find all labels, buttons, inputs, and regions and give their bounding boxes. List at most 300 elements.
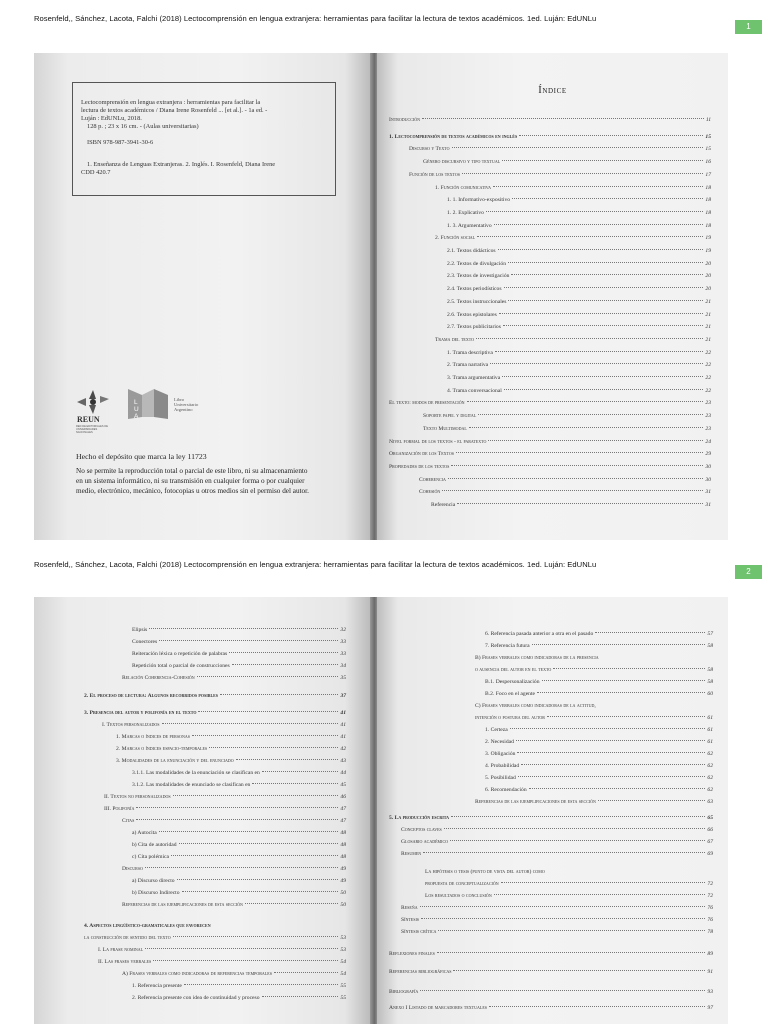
toc-entry-label: II. Las frases verbales [98,959,152,965]
toc-entry-a-frases-verbales-como-indicadoras-de-re [122,971,346,977]
toc-entry-page: 47 [340,818,346,824]
toc-entry-referencias-de-las-ejemplificaciones-de- [475,799,713,805]
toc-entry-label: 5. Posibilidad [485,775,516,781]
toc-entry-label: II. Textos no personalizados [104,794,171,800]
toc-entry-page: 89 [707,951,713,957]
toc-entry-label: B.1. Despersonalización [485,679,540,685]
toc-entry-page: 35 [340,675,346,681]
toc-entry-page: 45 [340,782,346,788]
toc-entry-page: 72 [707,881,713,887]
toc-leader-dots [521,764,705,765]
toc-leader-dots [529,788,706,789]
toc-leader-dots [450,840,705,841]
cip-line: Lectocomprensión en lengua extranjera : herramientas para facilitar la [81,99,261,106]
toc-entry-page: 62 [707,775,713,781]
toc-entry-page: 91 [707,969,713,975]
cip-line: lectura de textos académicos / Diana Irene Rosenfeld ... [et al.]. - 1a ed. - [81,107,268,114]
toc-entry-label: Reflexiones finales [389,951,435,957]
toc-entry-page: 16 [705,159,711,166]
toc-entry-page: 76 [707,917,713,923]
toc-entry-page: 93 [707,989,713,995]
toc-entry-page: 49 [340,866,346,872]
toc-entry-page: 54 [340,959,346,965]
toc-entry-conceptos-claves [401,827,713,833]
toc-entry-label: 1. Certeza [485,727,508,733]
toc-entry-b-1-despersonalizacion [485,679,713,685]
toc-leader-dots [420,990,705,991]
toc-entry-page: 61 [707,715,713,721]
toc-entry-label: 1. Referencia presente [132,983,182,989]
toc-entry-label: Bibliografía [389,989,419,995]
toc-entry-page: 57 [707,631,713,637]
toc-entry-label: Nivel formal de los textos - el paratexto [389,438,487,445]
toc-entry-label: C) Frases verbales como indicadoras de la actitud, [475,703,596,709]
reun-logo-text: REUN [77,415,100,424]
toc-entry-b-discurso-indirecto [132,890,346,896]
toc-entry-label: Función de los textos [409,171,461,178]
toc-entry-1-funcion-comunicativa [435,185,711,191]
toc-entry-label: a) Autocita [132,830,157,836]
toc-entry-cohesion [419,489,711,495]
page-header-1: Rosenfeld,, Sánchez, Lacota, Falchi (2018) Lectocomprensión en lengua extranjera: herramientas para facilitar la lectura de textos académicos. 1ed. Luján: EdUNLu [34,14,597,23]
toc-entry-label: Relación Coherencia-Cohesión [122,675,195,681]
toc-leader-dots [236,759,339,760]
toc-entry-label: 2.6. Textos epistolares [447,311,497,318]
cip-line: 128 p. ; 23 x 16 cm. - (Aulas universitarias) [87,123,199,130]
toc-entry-label: a) Discurso directo [132,878,175,884]
toc-entry-c-frases-verbales-como-indicadoras-de-la [475,703,713,709]
toc-entry-la-construccion-de-sentido-del-texto [84,935,346,941]
toc-entry-elipsis [132,627,346,633]
legal-notice-line: medio, electrónico, mecánico, fotocopias u otros medios sin el permiso del autor. [76,487,309,495]
toc-entry-sintesis [401,917,713,923]
cip-isbn: ISBN 978-987-3941-30-6 [87,139,154,146]
toc-entry-page: 67 [707,839,713,845]
toc-entry-3-1-1-las-modalidades-de-la-enunciacion- [132,770,346,776]
toc-entry-label: Síntesis [401,917,419,923]
toc-leader-dots [547,716,705,717]
toc-leader-dots [511,274,703,275]
toc-entry-label: 6. Referencia pasada anterior a otra en el pasado [485,631,594,637]
toc-leader-dots [532,644,706,645]
toc-entry-trama-del-texto [435,337,711,343]
toc-entry-label: 2.7. Textos publicitarios [447,324,501,331]
page-number-badge-2: 2 [735,565,762,579]
toc-entry-nivel-formal-de-los-textos-el-paratexto [389,439,711,445]
toc-leader-dots [262,771,339,772]
toc-entry-label: Referencias bibliográficas [389,969,452,975]
toc-entry-label: Los resultados o conclusión [425,893,492,899]
toc-entry-page: 62 [707,763,713,769]
toc-entry-label: 1. Trama descriptiva [447,349,493,356]
toc-entry-page: 18 [705,209,711,216]
toc-entry-propiedades-de-los-textos [389,464,711,470]
toc-entry-5-la-produccion-escrita [389,815,713,821]
toc-entry-introduccion [389,117,711,123]
lua-logo-line: Libro [174,397,185,402]
toc-leader-dots [162,723,339,724]
toc-leader-dots [519,135,703,136]
toc-entry-6-referencia-pasada-anterior-a-otra-en-e [485,631,713,637]
toc-entry-4-probabilidad [485,763,713,769]
toc-entry-label: 2.1. Textos didácticos [447,248,496,254]
toc-entry-repeticion-total-o-parcial-de-construcci [132,663,346,669]
toc-leader-dots [508,300,703,301]
toc-leader-dots [510,728,706,729]
toc-entry-label: 1. Función comunicativa [435,184,492,191]
toc-entry-2-funcion-social [435,235,711,241]
toc-leader-dots [451,816,705,817]
toc-entry-page: 78 [707,929,713,935]
toc-leader-dots [494,894,706,895]
toc-entry-label: Referencias de las ejemplificaciones de esta sección [475,799,596,805]
toc-leader-dots [456,452,703,453]
toc-entry-page: 58 [707,679,713,685]
toc-entry-page: 58 [707,667,713,673]
reun-logo-icon [76,389,110,415]
toc-entry-reflexiones-finales [389,951,713,957]
toc-entry-1-lectocomprension-de-textos-academicos- [389,134,711,140]
toc-entry-page: 21 [705,298,711,305]
toc-entry-label: Elipsis [132,627,148,633]
toc-entry-b-cita-de-autoridad [132,842,346,848]
toc-entry-bibliografia [389,989,713,995]
toc-leader-dots [182,891,339,892]
toc-leader-dots [498,249,704,250]
toc-entry-page: 34 [340,663,346,669]
toc-entry-2-necesidad [485,739,713,745]
toc-leader-dots [542,680,706,681]
toc-entry-page: 18 [705,222,711,229]
scan-right-page-1 [377,53,728,540]
toc-entry-2-5-textos-instruccionales [447,299,711,305]
toc-entry-page: 49 [340,878,346,884]
toc-entry-2-6-textos-epistolares [447,312,711,318]
cip-line: 1. Enseñanza de Lenguas Extranjeras. 2. Inglés. I. Rosenfeld, Diana Irene [87,161,276,168]
toc-entry-label: b) Cita de autoridad [132,842,177,848]
toc-entry-1-marcas-o-indices-de-personas [116,734,346,740]
toc-leader-dots [145,867,338,868]
toc-leader-dots [159,831,339,832]
toc-leader-dots [232,664,339,665]
toc-entry-page: 23 [705,413,711,420]
toc-entry-page: 31 [705,502,711,508]
toc-leader-dots [252,783,338,784]
toc-entry-label: Referencia [431,502,456,508]
toc-entry-page: 97 [707,1005,713,1011]
toc-entry-referencia [431,502,711,508]
toc-entry-3-modalidades-de-la-enunciacion-y-del-en [116,758,346,764]
toc-entry-label: 2.2. Textos de divulgación [447,260,507,267]
toc-entry-label: b) Discurso Indirecto [132,890,180,896]
toc-entry-sintesis-critica [401,929,713,935]
toc-entry-label: 2. Función social [435,235,476,242]
toc-entry-3-1-2-las-modalidades-de-enunciado-se-cl [132,782,346,788]
toc-leader-dots [457,503,703,504]
toc-entry-label: 1. 3. Argumentativo [447,222,492,229]
toc-entry-page: 47 [340,806,346,812]
toc-entry-label: Anexo I Listado de marcadores textuales [389,1005,487,1011]
legal-notice-line: No se permite la reproducción total o parcial de este libro, ni su almacenamiento [76,467,308,475]
toc-entry-label: A) Frases verbales como indicadoras de referencias temporales [122,971,272,977]
toc-leader-dots [489,1006,705,1007]
toc-leader-dots [486,211,703,212]
toc-entry-page: 18 [705,197,711,204]
toc-entry-label: Texto Multimodal [423,425,467,432]
toc-entry-ii-las-frases-verbales [98,959,346,965]
toc-entry-label: 2.3. Textos de investigación [447,273,510,280]
toc-entry-label: 4. Aspectos lingüístico-gramaticales que favorecen [84,923,211,929]
toc-entry-label: 2. Trama narrativa [447,362,489,369]
toc-entry-label: 2. Marcas o índices espacio-temporales [116,746,208,752]
toc-entry-label: 2.5. Textos instruccionales [447,298,507,305]
toc-leader-dots [245,903,338,904]
toc-entry-label: Síntesis crítica [401,929,437,935]
toc-entry-label: Propiedades de los textos [389,463,450,470]
toc-entry-page: 24 [705,438,711,445]
toc-entry-b-2-foco-en-el-agente [485,691,713,697]
toc-entry-i-textos-personalizados [102,722,346,728]
toc-entry-page: 55 [340,983,346,989]
toc-entry-label: intención o postura del autor [475,715,545,721]
toc-leader-dots [504,389,704,390]
toc-entry-1-3-argumentativo [447,223,711,229]
toc-entry-anexo-i-listado-de-marcadores-textuales [389,1005,713,1011]
toc-entry-1-2-explicativo [447,210,711,216]
cip-record-box [72,82,336,196]
toc-entry-texto-multimodal [423,426,711,432]
toc-leader-dots [494,224,704,225]
toc-leader-dots [448,478,704,479]
toc-entry-page: 48 [340,854,346,860]
scan-left-page-2 [34,597,372,1024]
toc-entry-page: 17 [705,171,711,178]
toc-leader-dots [262,996,339,997]
toc-entry-label: Reiteración léxica o repetición de palabras [132,651,228,657]
toc-entry-label: Cohesión [419,489,441,496]
toc-entry-page: 41 [340,722,346,728]
toc-entry-page: 46 [340,794,346,800]
toc-entry-discurso-y-texto [409,146,711,152]
toc-entry-label: propuesta de conceptualización [425,881,499,887]
toc-entry-o-ausencia-del-autor-en-el-texto [475,667,713,673]
toc-leader-dots [453,970,705,971]
toc-entry-label: 3. Trama argumentativa [447,375,501,381]
toc-entry-label: 2.4. Textos periodísticos [447,286,502,293]
toc-entry-label: III. Polifonía [104,806,135,812]
toc-entry-i-la-frase-nominal [98,947,346,953]
toc-entry-page: 42 [340,746,346,752]
toc-leader-dots [476,338,703,339]
toc-leader-dots [420,906,706,907]
toc-entry-a-discurso-directo [132,878,346,884]
toc-entry-label: Coherencia [419,476,446,483]
toc-leader-dots [518,776,706,777]
toc-entry-referencias-de-las-ejemplificaciones-de- [122,902,346,908]
toc-leader-dots [274,972,338,973]
toc-leader-dots [595,632,705,633]
toc-entry-page: 33 [340,639,346,645]
toc-entry-genero-discursivo-y-tipo-textual [423,159,711,165]
toc-entry-page: 23 [705,425,711,432]
toc-entry-label: 1. Marcas o índices de personas [116,734,190,740]
toc-entry-conectores [132,639,346,645]
toc-leader-dots [469,427,704,428]
reun-logo-subtext: RED DE EDITORIALES DE UNIVERSIDADES NACIONALES [76,425,108,434]
toc-entry-page: 50 [340,902,346,908]
toc-entry-2-3-textos-de-investigacion [447,273,711,279]
toc-leader-dots [478,414,703,415]
toc-entry-page: 61 [707,727,713,733]
toc-entry-1-1-informativo-expositivo [447,197,711,203]
toc-entry-page: 62 [707,787,713,793]
toc-entry-page: 69 [707,851,713,857]
toc-entry-label: c) Cita polémica [132,854,169,860]
toc-entry-page: 41 [340,710,346,716]
toc-entry-page: 72 [707,893,713,899]
toc-entry-label: 3. Modalidades de la enunciación y del enunciado [116,758,234,764]
toc-entry-reiteracion-lexica-o-repeticion-de-palab [132,651,346,657]
toc-entry-page: 65 [707,815,713,821]
scanned-spread-1 [34,53,728,540]
index-title: Índice [538,85,567,96]
toc-entry-page: 60 [707,691,713,697]
toc-entry-page: 22 [705,375,711,381]
toc-leader-dots [488,440,703,441]
toc-leader-dots [136,819,338,820]
toc-entry-resena [401,905,713,911]
toc-leader-dots [229,652,338,653]
toc-entry-label: o ausencia del autor en el texto [475,667,552,673]
toc-leader-dots [145,948,338,949]
toc-leader-dots [598,800,705,801]
toc-entry-page: 43 [340,758,346,764]
toc-entry-page: 20 [705,286,711,293]
toc-leader-dots [467,401,704,402]
toc-leader-dots [537,692,705,693]
toc-entry-label: La hipótesis o tesis (punto de vista del autor) como [425,869,545,875]
toc-entry-page: 33 [340,651,346,657]
toc-entry-label: 4. Probabilidad [485,763,520,769]
scan-left-page-1 [34,53,372,540]
toc-entry-page: 53 [340,947,346,953]
toc-entry-funcion-de-los-textos [409,172,711,178]
toc-leader-dots [438,930,705,931]
toc-leader-dots [153,960,338,961]
toc-entry-page: 19 [705,248,711,254]
toc-leader-dots [421,918,705,919]
toc-entry-glosario-academico [401,839,713,845]
toc-entry-page: 19 [705,235,711,242]
toc-entry-3-presencia-del-autor-y-polifonia-en-el- [84,710,346,716]
toc-leader-dots [444,828,706,829]
toc-entry-label: I. Textos personalizados [102,722,160,728]
toc-entry-page: 54 [340,971,346,977]
toc-entry-label: Reseña [401,905,418,911]
toc-entry-label: Introducción [389,117,420,123]
toc-entry-page: 63 [707,799,713,805]
cip-cdd: CDD 420.7 [81,169,111,176]
toc-entry-7-referencia-futura [485,643,713,649]
toc-entry-relacion-coherencia-cohesion [122,675,346,681]
toc-entry-intencion-o-postura-del-autor [475,715,713,721]
toc-entry-label: 1. 1. Informativo-expositivo [447,197,511,204]
toc-entry-label: Discurso y Texto [409,146,450,153]
cip-line: Luján : EdUNLu, 2018. [81,115,142,122]
toc-entry-label: Referencias de las ejemplificaciones de esta sección [122,902,243,908]
toc-entry-ii-textos-no-personalizados [104,794,346,800]
toc-entry-page: 20 [705,260,711,267]
toc-entry-page: 22 [705,362,711,369]
toc-entry-4-trama-conversacional [447,388,711,394]
toc-leader-dots [179,843,339,844]
toc-entry-page: 48 [340,830,346,836]
toc-entry-label: Glosario académico [401,839,448,845]
toc-entry-page: 32 [340,627,346,633]
toc-entry-label: I. La frase nominal [98,947,144,953]
toc-entry-page: 31 [705,489,711,496]
lua-logo-line: Universitario [174,402,199,407]
toc-entry-label: 3.1.2. Las modalidades de enunciado se clasifican en [132,782,251,788]
toc-entry-label: 2. Referencia presente con idea de continuidad y proceso [132,995,260,1001]
toc-leader-dots [503,325,704,326]
toc-entry-5-posibilidad [485,775,713,781]
toc-entry-label: El texto: modos de presentación [389,400,465,407]
toc-leader-dots [197,676,339,677]
toc-entry-label: 7. Referencia futura [485,643,530,649]
toc-entry-page: 15 [705,133,711,140]
toc-entry-label: Conceptos claves [401,827,442,833]
toc-entry-page: 44 [340,770,346,776]
legal-notice-line: en un sistema informático, ni su transmisión en cualquier forma o por cualquier [76,477,305,485]
toc-entry-coherencia [419,477,711,483]
toc-entry-label: Organización de los Textos [389,451,455,458]
toc-entry-page: 23 [705,400,711,407]
toc-entry-label: Soporte papel y digital [423,413,477,420]
toc-leader-dots [437,952,706,953]
toc-entry-label: la construcción de sentido del texto [84,935,171,941]
toc-entry-page: 22 [705,387,711,394]
toc-leader-dots [177,879,339,880]
legal-deposit: Hecho el depósito que marca la ley 11723 [76,452,207,461]
toc-leader-dots [516,740,706,741]
toc-entry-el-texto-modos-de-presentacion [389,400,711,406]
toc-entry-label: 2. Necesidad [485,739,514,745]
toc-entry-page: 48 [340,842,346,848]
toc-entry-iii-polifonia [104,806,346,812]
toc-entry-page: 61 [707,739,713,745]
toc-entry-la-hipotesis-o-tesis-punto-de-vista-del- [425,869,713,875]
toc-entry-page: 11 [705,117,711,123]
toc-entry-label: 1. 2. Explicativo [447,209,484,216]
toc-leader-dots [499,313,704,314]
toc-entry-page: 41 [340,734,346,740]
toc-entry-2-7-textos-publicitarios [447,324,711,330]
scan-right-page-2 [377,597,728,1024]
toc-leader-dots [493,186,703,187]
toc-entry-organizacion-de-los-textos [389,451,711,457]
toc-leader-dots [149,628,338,629]
toc-leader-dots [209,747,338,748]
toc-entry-2-trama-narrativa [447,362,711,368]
page-number-badge-1: 1 [735,20,762,34]
toc-entry-label: Resumen [401,851,422,857]
toc-entry-1-trama-descriptiva [447,350,711,356]
toc-entry-label: 3. Obligación [485,751,516,757]
toc-entry-page: 20 [705,273,711,280]
toc-leader-dots [173,936,339,937]
toc-leader-dots [220,694,338,695]
